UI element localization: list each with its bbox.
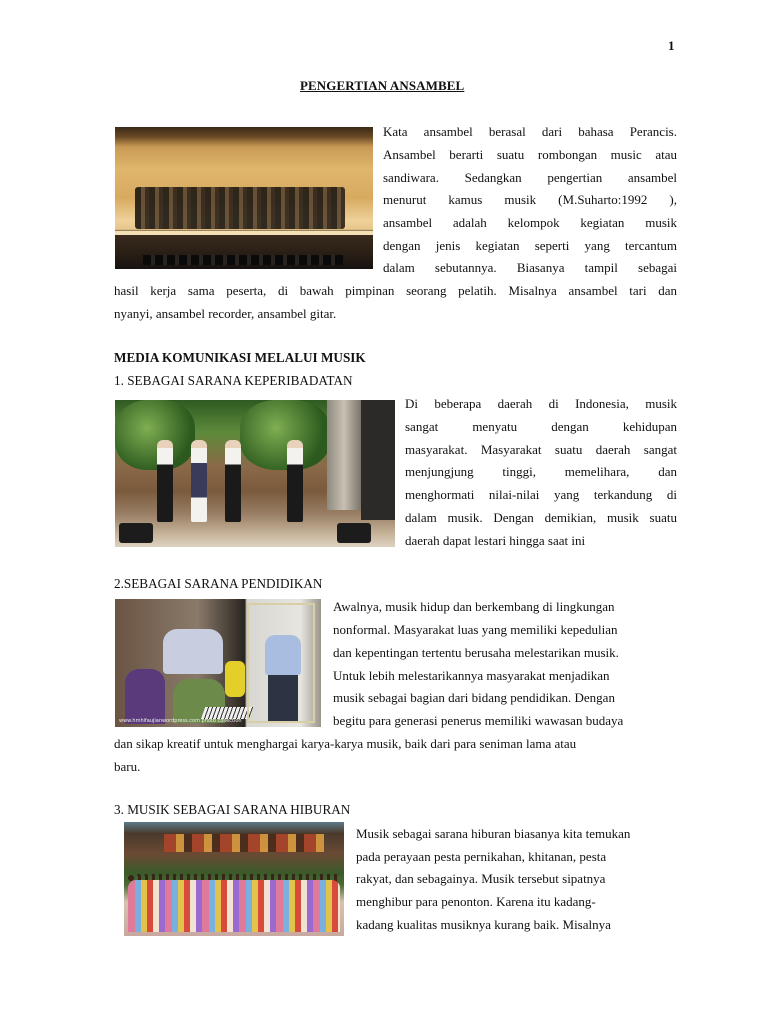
paragraph-line: kadang kualitas musiknya kurang baik. Misalnya [356, 917, 611, 932]
paragraph-line: masyarakat. Masyarakat suatu daerah sangat [405, 442, 677, 457]
paragraph-line: dan kepentingan tertentu berusaha melestarikan musik. [333, 645, 619, 660]
page-title: PENGERTIAN ANSAMBEL [300, 78, 465, 93]
paragraph-line: nonformal. Masyarakat luas yang memiliki kepedulian [333, 622, 618, 637]
paragraph-line: menurut kamus musik (M.Suharto:1992 ), [383, 192, 677, 207]
paragraph-line: hasil kerja sama peserta, di bawah pimpinan seorang pelatih. Misalnya ansambel tari dan [114, 283, 677, 298]
paragraph-line: Kata ansambel berasal dari bahasa Perancis. [383, 124, 677, 139]
paragraph-line: Musik sebagai sarana hiburan biasanya kita temukan [356, 826, 631, 841]
paragraph-line: pada perayaan pesta pernikahan, khitanan, pesta [356, 849, 607, 864]
paragraph-line: musik sebagai bagian dari bidang pendidikan. Dengan [333, 690, 615, 705]
paragraph-line: rakyat, dan sebagainya. Musik tersebut sipatnya [356, 871, 606, 886]
paragraph-line: dan sikap kreatif untuk menghargai karya-karya musik, baik dari para seniman lama atau [114, 736, 577, 751]
paragraph-line: menghibur para penonton. Karena itu kadang- [356, 894, 596, 909]
paragraph-line: menghormati nilai-nilai yang terkandung di [405, 487, 677, 502]
folk-ensemble-photo [115, 400, 395, 547]
music-education-photo [115, 599, 321, 727]
paragraph-line: dalam sebutannya. Biasanya tampil sebagai [383, 260, 677, 275]
paragraph-line: sandiwara. Sedangkan pengertian ansambel [383, 170, 677, 185]
paragraph-line: Awalnya, musik hidup dan berkembang di lingkungan [333, 599, 615, 614]
media-heading: MEDIA KOMUNIKASI MELALUI MUSIK [114, 350, 366, 365]
paragraph-line: Untuk lebih melestarikannya masyarakat menjadikan [333, 668, 610, 683]
paragraph-line: nyanyi, ansambel recorder, ansambel gitar. [114, 306, 337, 321]
section-heading: 3. MUSIK SEBAGAI SARANA HIBURAN [114, 802, 351, 817]
paragraph-line: menjungjung tinggi, memelihara, dan [405, 464, 677, 479]
section-heading: 2.SEBAGAI SARANA PENDIDIKAN [114, 576, 323, 591]
page-number: 1 [668, 38, 675, 53]
section-heading: 1. SEBAGAI SARANA KEPERIBADATAN [114, 373, 353, 388]
paragraph-line: daerah dapat lestari hingga saat ini [405, 533, 586, 548]
photo-watermark: www.hmhifaujianwordpress.com photo collection [119, 718, 242, 724]
orchestra-concert-hall-photo [115, 127, 373, 269]
paragraph-line: baru. [114, 759, 141, 774]
paragraph-line: begitu para generasi penerus memiliki wawasan budaya [333, 713, 624, 728]
paragraph-line: ansambel adalah kelompok kegiatan musik [383, 215, 677, 230]
paragraph-line: sangat menyatu dengan kehidupan [405, 419, 677, 434]
paragraph-line: dalam musik. Dengan demikian, musik suatu [405, 510, 677, 525]
paragraph-line: Ansambel berarti suatu rombongan music atau [383, 147, 677, 162]
paragraph-line: dengan jenis kegiatan seperti yang tercantum [383, 238, 677, 253]
paragraph-line: Di beberapa daerah di Indonesia, musik [405, 396, 677, 411]
children-performance-photo [124, 822, 344, 936]
